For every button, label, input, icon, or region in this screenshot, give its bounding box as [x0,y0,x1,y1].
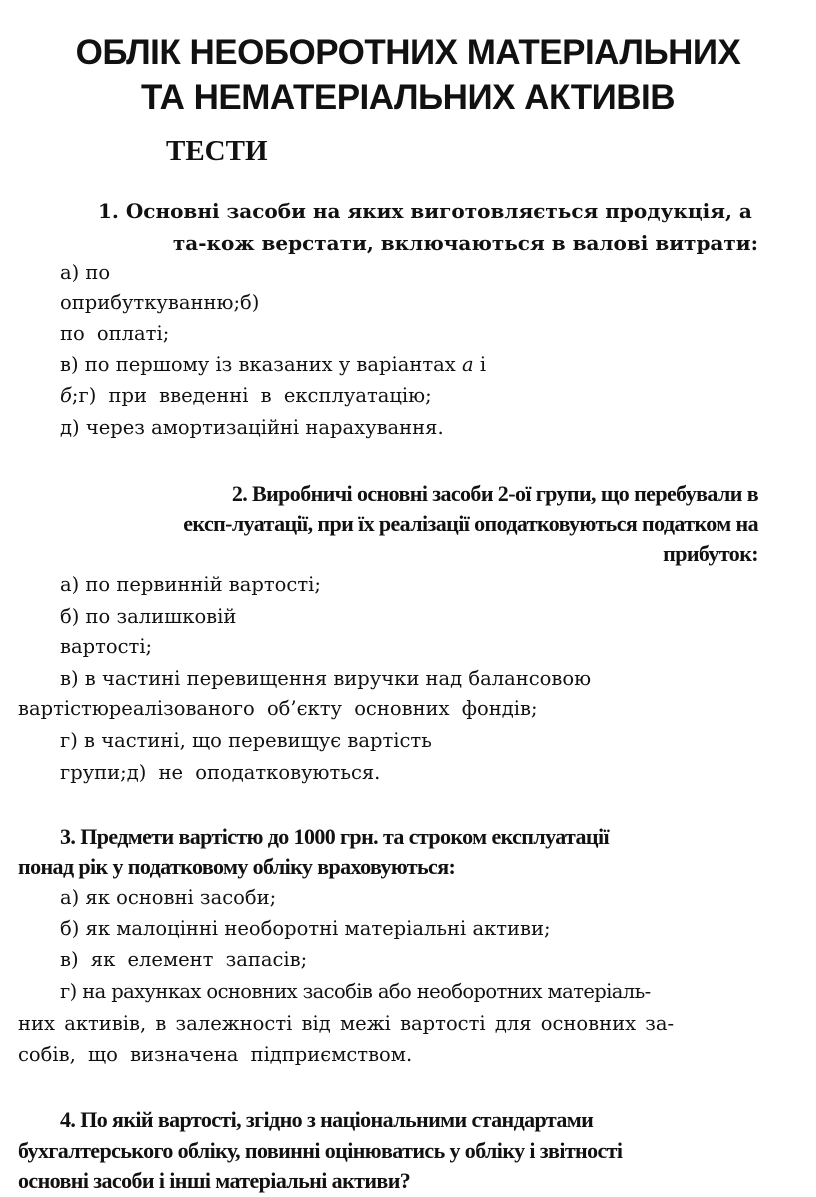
answer-text: і [473,353,487,376]
title-line-2: ТА НЕМАТЕРІАЛЬНИХ АКТИВІВ [140,78,676,117]
question-2-text-line-1: 2. Виробничі основні засоби 2-ої групи, що перебували в [231,481,758,506]
question-4-text-line-3: основні засоби і інші матеріальні активи? [18,1168,411,1193]
answer-italic-letter: б [60,384,72,407]
question-2-text-line-3: прибуток: [663,541,758,566]
question-2-answer-line: г) в частині, що перевищує вартість [60,729,432,752]
title-line-1: ОБЛІК НЕОБОРОТНИХ МАТЕРІАЛЬНИХ [75,33,741,72]
question-2-answer-line: вартістюреалізованого об’єкту основних фондів; [18,697,538,720]
question-3-answer-line: собів, що визначена підприємством. [18,1043,413,1066]
answer-text: ;г) при введенні в експлуатацію; [71,384,432,407]
question-1-answer-line: по оплаті; [60,322,170,345]
question-3-answer-line: а) як основні засоби; [60,886,277,909]
question-1-text-line-1: 1. Основні засоби на яких виготовляється продукція, а [98,199,752,223]
question-1-text-line-2: та-кож верстати, включаються в валові витрати: [172,231,758,255]
question-4-text-line-1: 4. По якій вартості, згідно з національними стандартами [60,1107,594,1132]
question-3-answer-line: в) як елемент запасів; [60,948,308,971]
question-2-answer-line: а) по первинній вартості; [60,573,321,596]
question-2-answer-line: вартості; [60,635,153,658]
question-2-answer-line: в) в частині перевищення виручки над балансовою [60,667,592,690]
question-2-answer-line: б) по залишковій [60,605,237,628]
question-1-answer-line [60,351,486,379]
section-subtitle: ТЕСТИ [166,135,268,167]
answer-italic-letter: а [462,353,474,376]
question-4-text-line-2: бухгалтерського обліку, повинні оцінюватись у обліку і звітності [18,1138,623,1163]
question-3-answer-line: г) на рахунках основних засобів або необоротних матеріаль- [60,980,651,1003]
question-1-answer-line [60,382,432,410]
answer-text: в) по першому із вказаних у варіантах [60,353,462,376]
question-3-text-line-1: 3. Предмети вартістю до 1000 грн. та строком експлуатації [60,824,610,849]
question-1-answer-line: оприбуткуванню;б) [60,291,260,314]
question-2-answer-line: групи;д) не оподатковуються. [60,761,381,784]
question-3-answer-line: них активів, в залежності від межі вартості для основних за- [18,1012,675,1035]
question-1-answer-line: а) по [60,261,111,284]
question-3-text-line-2: понад рік у податковому обліку враховуються: [18,854,456,879]
question-1-answer-line: д) через амортизаційні нарахування. [60,416,444,439]
question-3-answer-line: б) як малоцінні необоротні матеріальні активи; [60,917,551,940]
question-2-text-line-2: експ-луатації, при їх реалізації оподатковуються податком на [183,511,758,536]
